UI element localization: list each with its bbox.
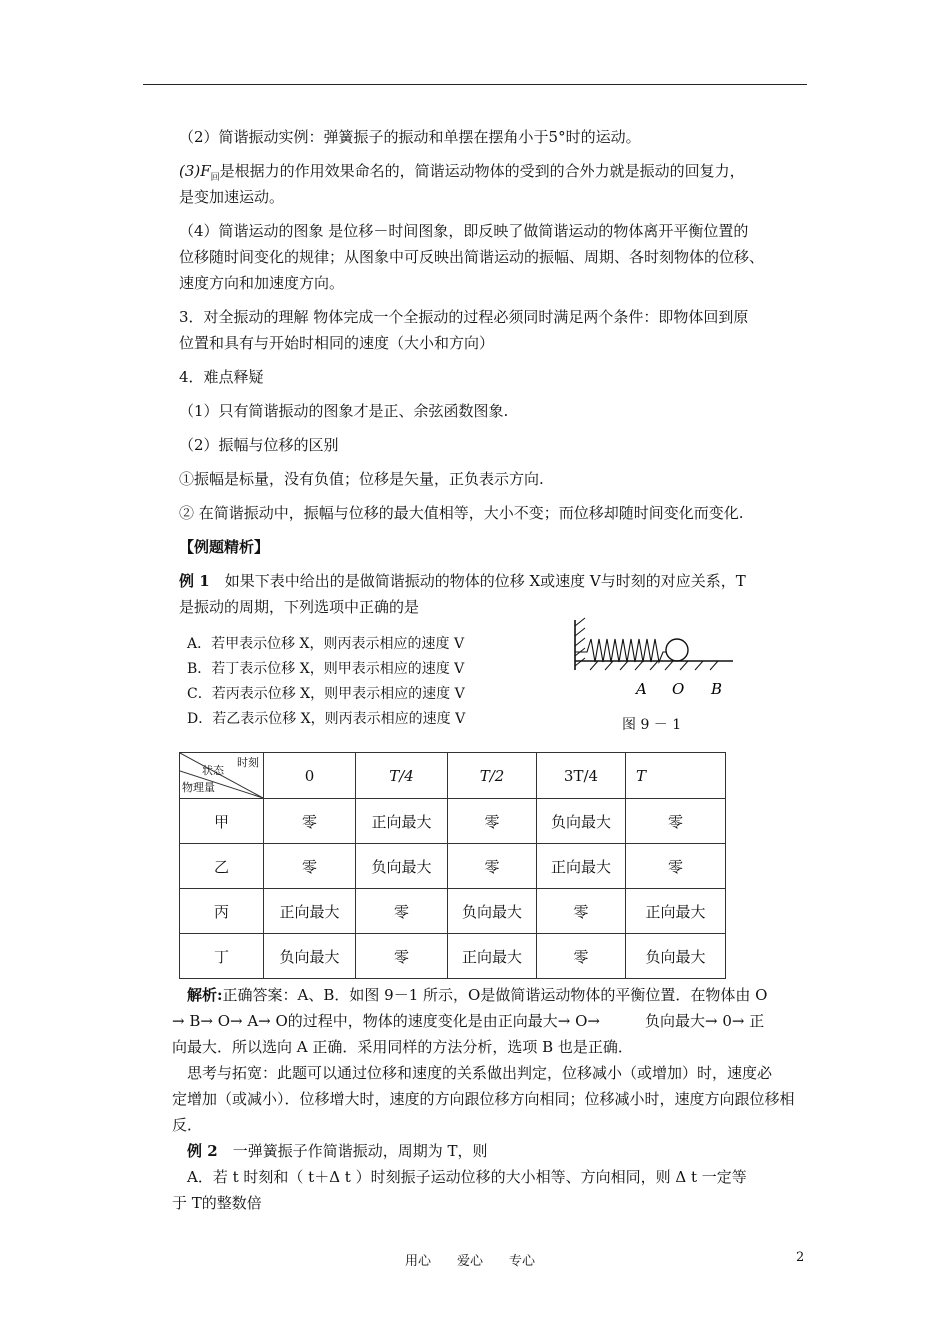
spring [575,639,666,662]
table-header-cell: T [626,753,726,799]
table-cell: 零 [448,799,537,844]
table-cell: 零 [356,889,448,934]
table-cell: 零 [537,889,626,934]
table-cell: 负向最大 [448,889,537,934]
section4-point2: ② 在简谐振动中，振幅与位移的最大值相等，大小不变；而位移却随时间变化而变化. [179,504,744,522]
table-cell: 正向最大 [448,934,537,979]
example1-line1 [179,568,746,594]
analysis-text: 正确答案：A、B．如图 9－1 所示，O是做简谐运动物体的平衡位置．在物体由 O [222,986,768,1004]
corner-quantity-label: 物理量 [182,781,215,794]
table-cell: 零 [537,934,626,979]
table-row [180,844,726,889]
analysis-label: 解析: [187,986,223,1004]
figure-caption: 图 9 － 1 [622,717,682,733]
thinking-line3: 反． [172,1116,203,1134]
example2-option-a-line2: 于 T的整数倍 [172,1194,262,1212]
table-cell: 负向最大 [356,844,448,889]
table-cell: 零 [356,934,448,979]
page-number: 2 [796,1250,805,1265]
example1-options [187,632,465,732]
section3-line2: 位置和具有与开始时相同的速度（大小和方向） [179,334,495,352]
table-row-name: 丙 [180,889,264,934]
paragraph-example-cases: （2）简谐振动实例：弹簧振子的振动和单摆在摆角小于5°时的运动。 [179,128,641,146]
example2-label: 例 2 [187,1142,218,1160]
table-cell: 负向最大 [626,934,726,979]
section4-item1: （1）只有简谐振动的图象才是正、余弦函数图象. [179,402,509,420]
corner-state-label: 状态 [202,764,224,777]
floor-hatching [590,661,718,670]
section4-point1: ①振幅是标量，没有负值；位移是矢量，正负表示方向. [179,470,544,488]
table-header-cell: T/2 [448,753,537,799]
table-row [180,799,726,844]
example1-question: 如果下表中给出的是做简谐振动的物体的位移 X或速度 V与时刻的对应关系，T [224,572,746,590]
table-cell: 正向最大 [626,889,726,934]
thinking-line2: 定增加（或减小）．位移增大时，速度的方向跟位移方向相同；位移减小时，速度方向跟位移相 [172,1090,795,1108]
analysis-line2: → B→ O→ A→ O的过程中，物体的速度变化是由正向最大→ O→ 负向最大→ 0→ 正 [172,1012,765,1030]
option-a: A．若甲表示位移 X，则丙表示相应的速度 V [187,636,465,652]
table-row [180,889,726,934]
paragraph-graph-line1: （4）简谐运动的图象 是位移－时间图象，即反映了做简谐运动的物体离开平衡位置的 [179,222,749,240]
footer-motto: 用心 爱心 专心 [405,1254,536,1269]
header-rule [143,84,807,85]
paragraph-restoring-force-cont: 是变加速运动。 [179,188,285,206]
example1-label: 例 1 [179,572,210,590]
table-cell: 正向最大 [264,889,356,934]
table-row-name: 甲 [180,799,264,844]
label-o: O [672,680,685,698]
table-row-name: 丁 [180,934,264,979]
table-row [180,934,726,979]
table-cell: 负向最大 [537,799,626,844]
table-cell: 零 [626,844,726,889]
corner-time-label: 时刻 [237,756,259,769]
section3-line1: 3．对全振动的理解 物体完成一个全振动的过程必须同时满足两个条件：即物体回到原 [179,308,749,326]
section4-title: 4．难点释疑 [179,368,264,386]
force-subscript: 回 [210,173,220,183]
data-table [179,752,726,979]
table-header-row [180,753,726,799]
example2-question: 一弹簧振子作简谐振动，周期为 T，则 [232,1142,488,1160]
option-c: C．若丙表示位移 X，则甲表示相应的速度 V [187,686,465,702]
table-cell: 负向最大 [264,934,356,979]
table-row-name: 乙 [180,844,264,889]
analysis-line1 [187,982,767,1008]
example1-line2: 是振动的周期，下列选项中正确的是 [179,598,420,616]
table-cell: 零 [264,844,356,889]
table-cell: 零 [626,799,726,844]
table-cell: 正向最大 [537,844,626,889]
wall-hatching [575,618,585,666]
option-d: D．若乙表示位移 X，则丙表示相应的速度 V [187,711,466,727]
thinking-line1: 思考与拓宽：此题可以通过位移和速度的关系做出判定，位移减小（或增加）时，速度必 [187,1064,773,1082]
example2-line [187,1138,487,1164]
analysis-line3: 向最大．所以选向 A 正确．采用同样的方法分析，选项 B 也是正确． [172,1038,633,1056]
oscillator-ball [666,639,688,661]
label-b: B [711,680,723,698]
example2-option-a-line1: A．若 t 时刻和（ t＋Δ t ）时刻振子运动位移的大小相等、方向相同，则 Δ t 一定等 [187,1168,747,1186]
restoring-force-text: 是根据力的作用效果命名的，简谐运动物体的受到的合外力就是振动的回复力， [219,162,745,180]
paragraph-graph-line3: 速度方向和加速度方向。 [179,274,345,292]
label-a: A [636,680,647,698]
force-symbol: (3)F [179,162,211,180]
table-cell: 正向最大 [356,799,448,844]
option-b: B．若丁表示位移 X，则甲表示相应的速度 V [187,661,465,677]
table-header-cell: 0 [264,753,356,799]
paragraph-graph-line2: 位移随时间变化的规律；从图象中可反映出简谐运动的振幅、周期、各时刻物体的位移、 [179,248,765,266]
section4-item2: （2）振幅与位移的区别 [179,436,339,454]
table-cell: 零 [264,799,356,844]
table-header-cell: 3T/4 [537,753,626,799]
table-header-cell: T/4 [356,753,448,799]
section-title-examples: 【例题精析】 [179,538,270,556]
table-cell: 零 [448,844,537,889]
table-corner-cell [180,753,264,799]
